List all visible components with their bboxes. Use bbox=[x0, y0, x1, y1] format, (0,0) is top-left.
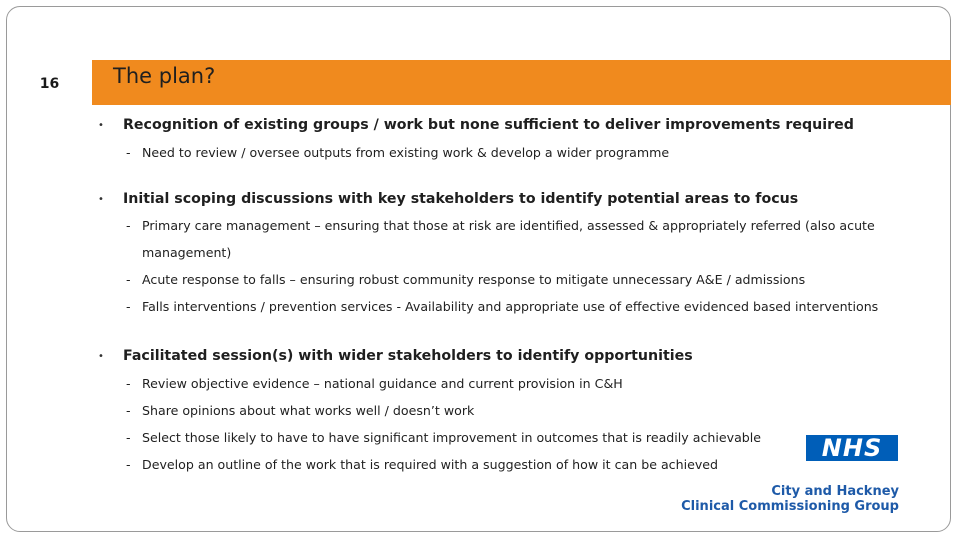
section-heading: Facilitated session(s) with wider stakeholders to identify opportunities bbox=[123, 348, 693, 364]
dash-marker: - bbox=[126, 430, 131, 445]
section-heading: Initial scoping discussions with key stakeholders to identify potential areas to focus bbox=[123, 191, 799, 207]
sub-item-continuation: management) bbox=[142, 245, 232, 260]
dash-marker: - bbox=[126, 299, 131, 314]
section-heading: Recognition of existing groups / work but none sufficient to deliver improvements required bbox=[123, 117, 854, 133]
organisation-name-line2: Clinical Commissioning Group bbox=[681, 499, 899, 514]
sub-item: Share opinions about what works well / doesn’t work bbox=[142, 403, 475, 418]
slide-title: The plan? bbox=[113, 64, 216, 88]
organisation-name-line1: City and Hackney bbox=[771, 484, 899, 499]
nhs-logo bbox=[806, 435, 898, 461]
organisation-name bbox=[681, 484, 899, 514]
sub-item: Review objective evidence – national guidance and current provision in C&H bbox=[142, 376, 623, 391]
dash-marker: - bbox=[126, 376, 131, 391]
bullet-marker: • bbox=[98, 351, 104, 362]
dash-marker: - bbox=[126, 403, 131, 418]
sub-item: Need to review / oversee outputs from existing work & develop a wider programme bbox=[142, 145, 670, 160]
sub-item: Select those likely to have to have significant improvement in outcomes that is readily achievable bbox=[142, 430, 762, 445]
sub-item: Acute response to falls – ensuring robust community response to mitigate unnecessary A&E / admissions bbox=[142, 272, 806, 287]
dash-marker: - bbox=[126, 457, 131, 472]
bullet-marker: • bbox=[98, 120, 104, 131]
sub-item: Develop an outline of the work that is required with a suggestion of how it can be achieved bbox=[142, 457, 719, 472]
sub-item: Primary care management – ensuring that those at risk are identified, assessed & appropriately referred (also acute bbox=[142, 218, 875, 233]
bullet-marker: • bbox=[98, 194, 104, 205]
dash-marker: - bbox=[126, 145, 131, 160]
sub-item: Falls interventions / prevention services - Availability and appropriate use of effective evidenced based interventions bbox=[142, 299, 879, 314]
dash-marker: - bbox=[126, 272, 131, 287]
slide-number: 16 bbox=[39, 75, 60, 92]
dash-marker: - bbox=[126, 218, 131, 233]
nhs-logo-text: NHS bbox=[821, 434, 883, 462]
